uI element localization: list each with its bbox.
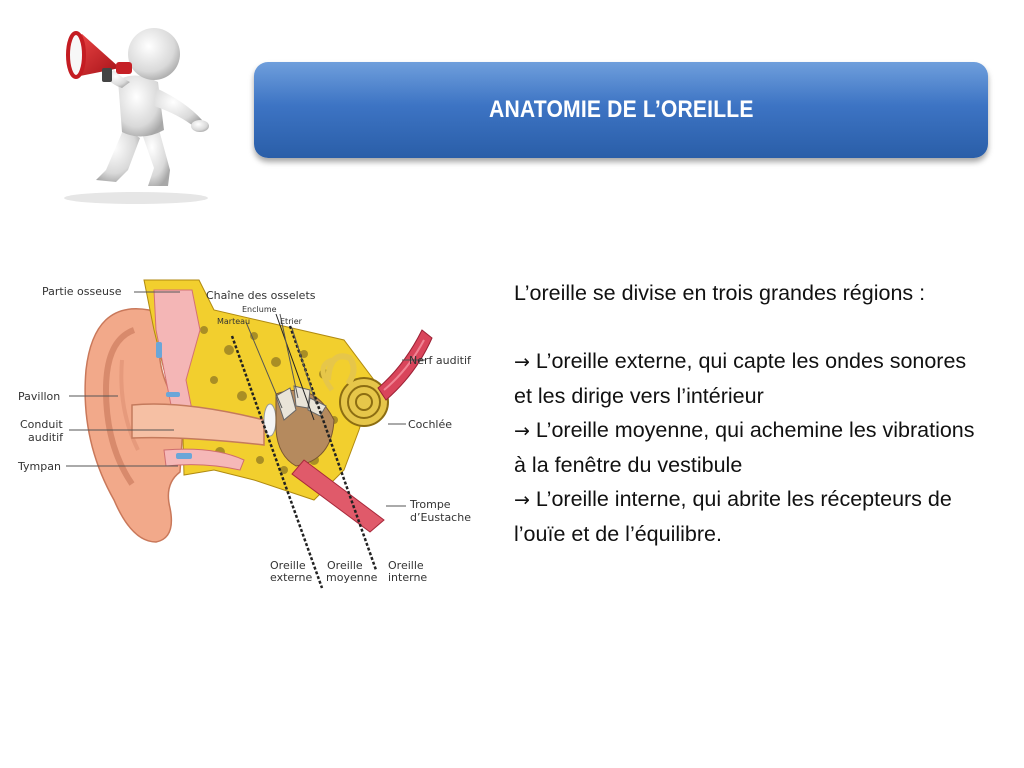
label-trompe-2: d’Eustache (410, 511, 471, 524)
list-item-interne: → L’oreille interne, qui abrite les récepteurs de l’ouïe et de l’équilibre. (514, 487, 952, 546)
label-conduit-2: auditif (28, 431, 63, 444)
label-oreille-externe-1: Oreille (270, 559, 306, 572)
arrow-icon: → (514, 351, 530, 373)
megaphone-figure-image (36, 10, 236, 205)
list-item-moyenne: → L’oreille moyenne, qui achemine les vibrations à la fenêtre du vestibule (514, 418, 975, 477)
label-enclume: Enclume (242, 305, 277, 314)
label-oreille-interne-2: interne (388, 571, 428, 584)
label-oreille-moyenne-1: Oreille (327, 559, 363, 572)
title-banner (254, 62, 988, 158)
label-marteau: Marteau (217, 317, 251, 326)
list-item-externe: → L’oreille externe, qui capte les ondes sonores et les dirige vers l’intérieur (514, 349, 967, 408)
body-text (514, 276, 984, 551)
label-etrier: Etrier (280, 317, 302, 326)
label-chaine-osselets: Chaîne des osselets (206, 289, 316, 302)
label-conduit-1: Conduit (20, 418, 63, 431)
label-pavillon: Pavillon (18, 390, 61, 403)
arrow-icon: → (514, 420, 530, 442)
label-tympan: Tympan (18, 460, 61, 473)
label-oreille-moyenne-2: moyenne (326, 571, 378, 584)
intro-paragraph: L’oreille se divise en trois grandes régions : (514, 281, 926, 305)
label-cochlee: Cochlée (408, 418, 453, 431)
label-oreille-interne-1: Oreille (388, 559, 424, 572)
ear-anatomy-diagram (14, 270, 494, 595)
arrow-icon: → (514, 489, 530, 511)
label-partie-osseuse: Partie osseuse (42, 285, 122, 298)
slide-title: ANATOMIE DE L’OREILLE (488, 96, 754, 123)
label-trompe-1: Trompe (410, 498, 451, 511)
label-nerf-auditif: Nerf auditif (409, 354, 471, 367)
label-oreille-externe-2: externe (270, 571, 313, 584)
